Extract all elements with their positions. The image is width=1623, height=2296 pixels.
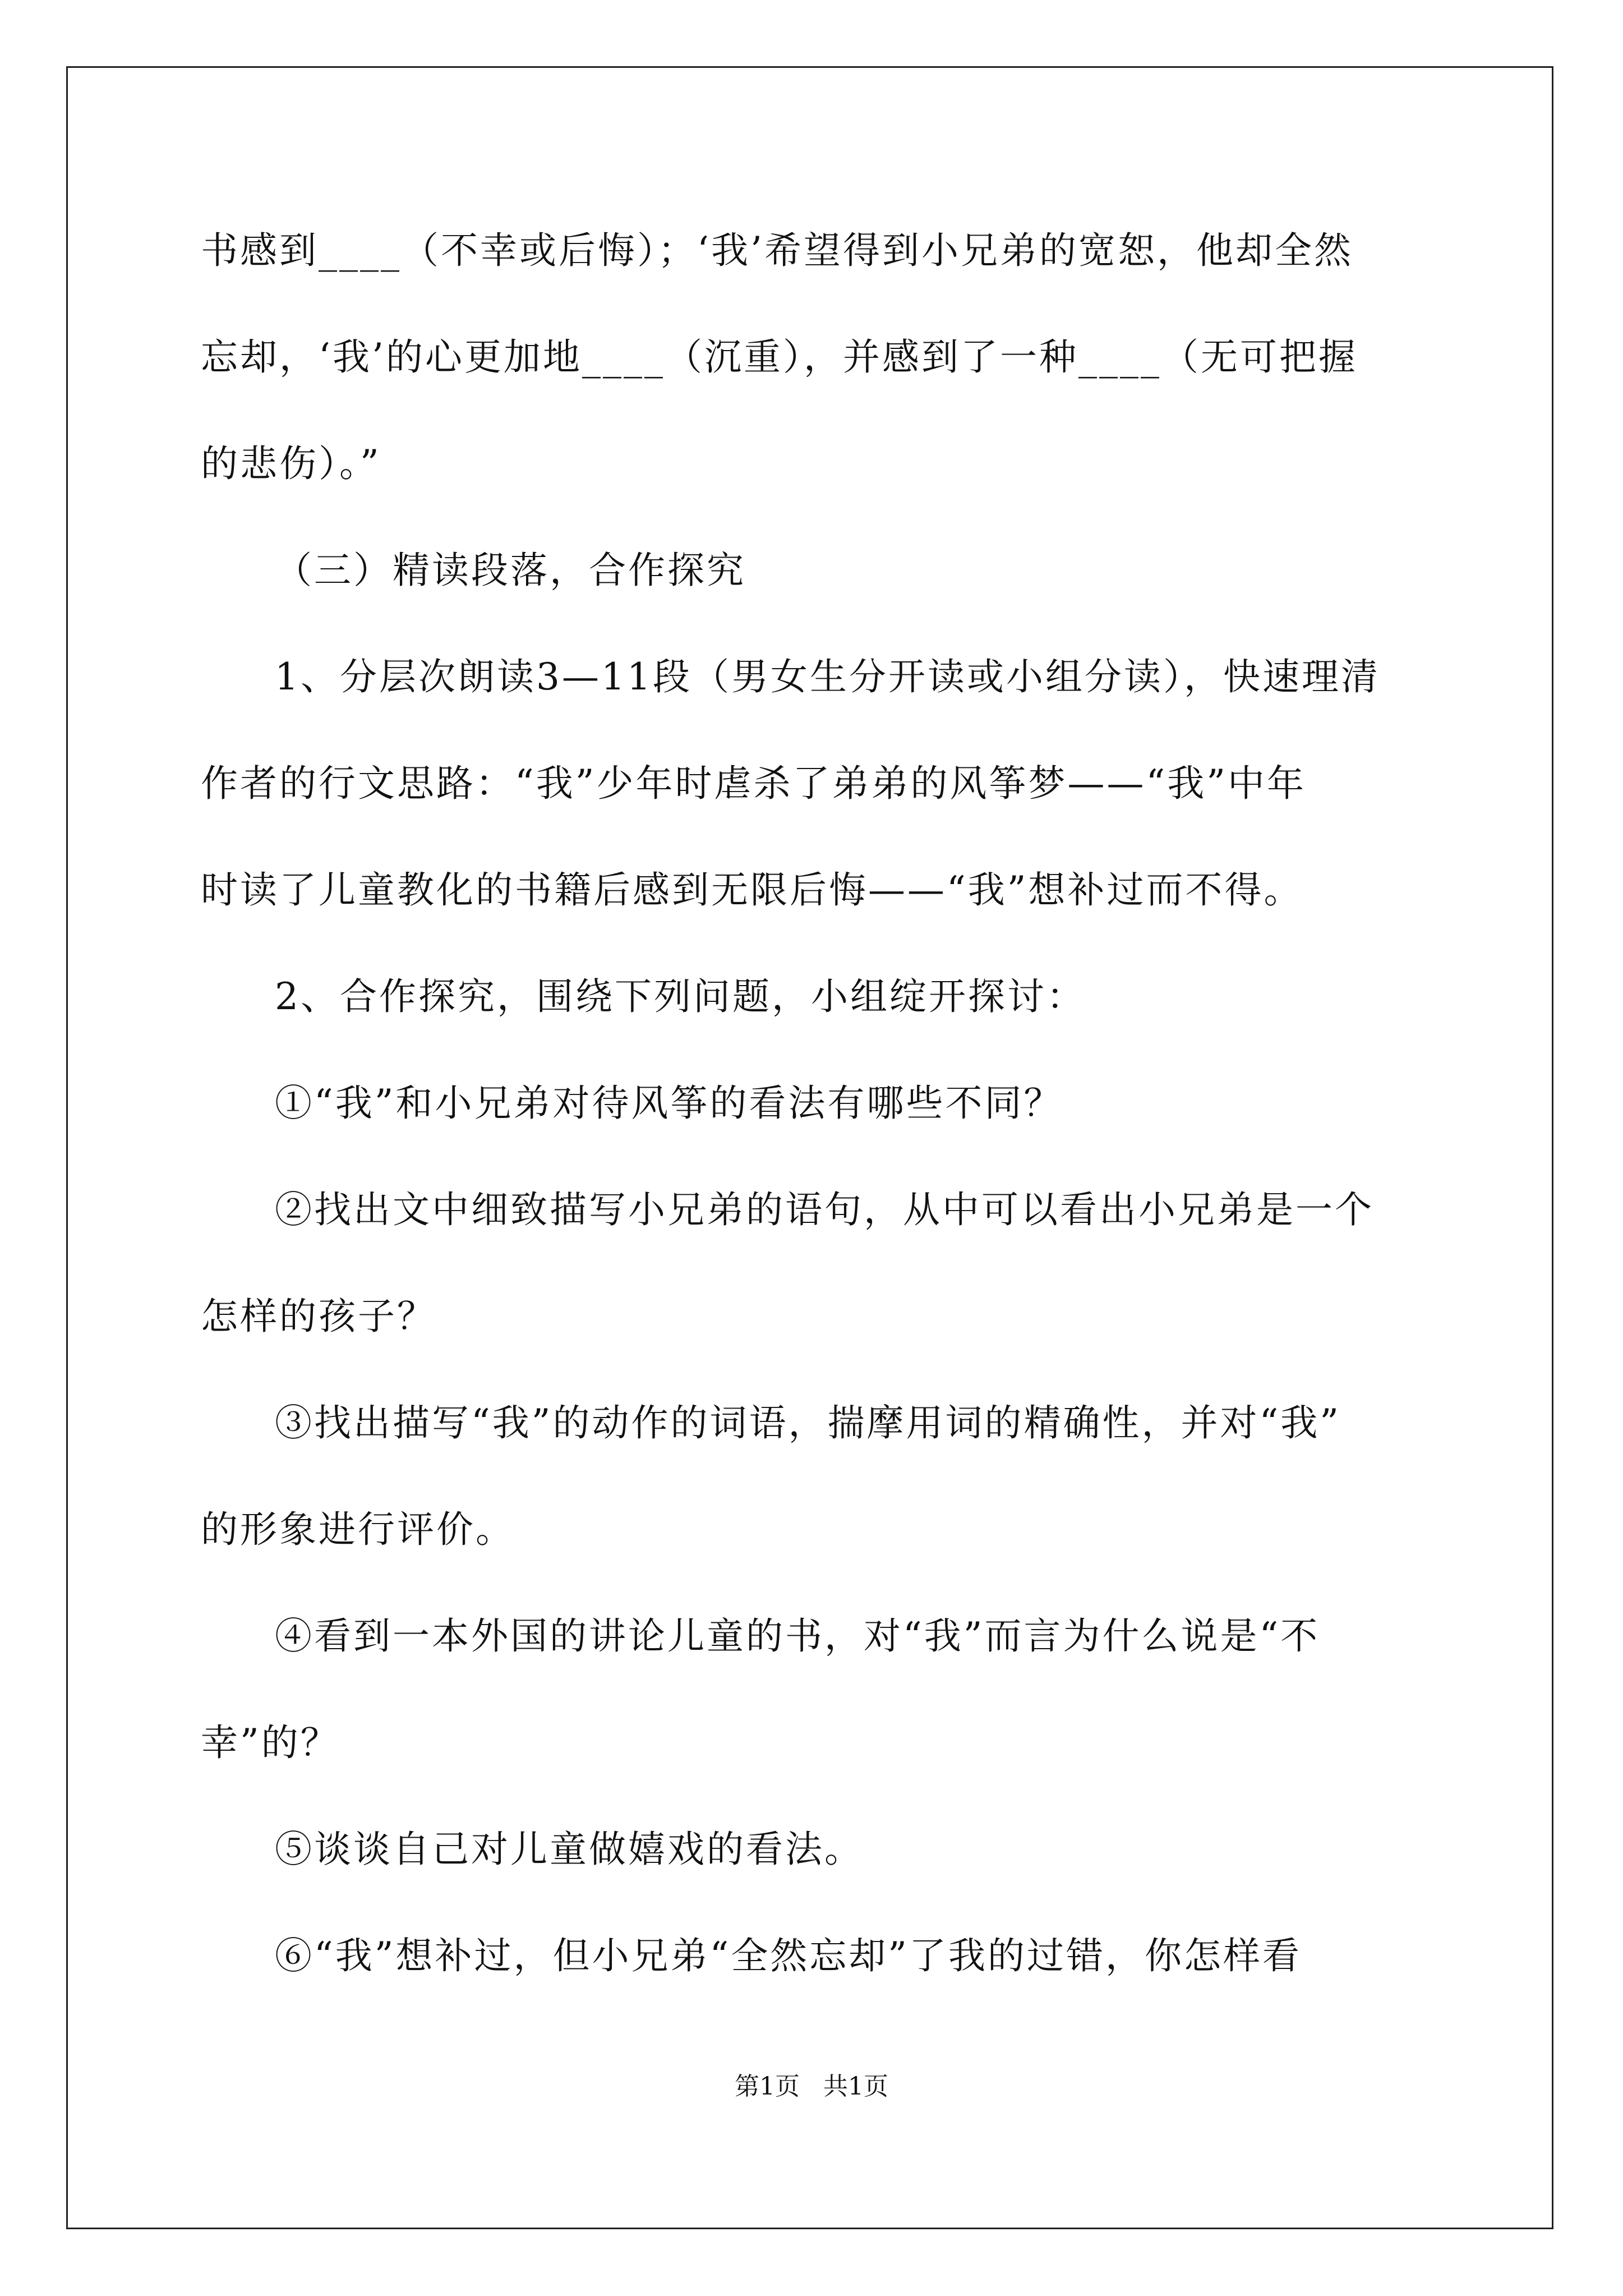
text-line: 的悲伤）。”: [201, 442, 381, 485]
question-item: ④看到一本外国的讲论儿童的书，对“我”而言为什么说是“不: [275, 1614, 1320, 1658]
text-line: 幸”的？: [201, 1721, 340, 1764]
text-line: 2、合作探究，围绕下列问题，小组绽开探讨：: [275, 975, 1086, 1018]
question-item: ③找出描写“我”的动作的词语，揣摩用词的精确性，并对“我”: [275, 1401, 1341, 1444]
question-item: ①“我”和小兄弟对待风筝的看法有哪些不同？: [275, 1082, 1063, 1125]
page-border: [66, 66, 1553, 2229]
question-item: ⑤谈谈自己对儿童做嬉戏的看法。: [275, 1828, 864, 1871]
text-line: 的形象进行评价。: [201, 1508, 515, 1551]
text-line: 书感到____（不幸或后悔）；‘我’希望得到小兄弟的宽恕，他却全然: [201, 229, 1353, 272]
text-line: 1、分层次朗读3—11段（男女生分开读或小组分读），快速理清: [275, 655, 1380, 698]
page-number-footer: 第1页 共1页: [735, 2072, 888, 2101]
text-line: 时读了儿童教化的书籍后感到无限后悔——“我”想补过而不得。: [201, 868, 1303, 912]
section-heading: （三）精读段落，合作探究: [275, 549, 746, 592]
text-line: 怎样的孩子？: [201, 1295, 436, 1338]
text-line: 作者的行文思路：“我”少年时虐杀了弟弟的风筝梦——“我”中年: [201, 762, 1306, 805]
question-item: ②找出文中细致描写小兄弟的语句，从中可以看出小兄弟是一个: [275, 1188, 1374, 1231]
text-line: 忘却，‘我’的心更加地____（沉重），并感到了一种____（无可把握: [201, 335, 1358, 379]
question-item: ⑥“我”想补过，但小兄弟“全然忘却”了我的过错，你怎样看: [275, 1934, 1302, 1977]
